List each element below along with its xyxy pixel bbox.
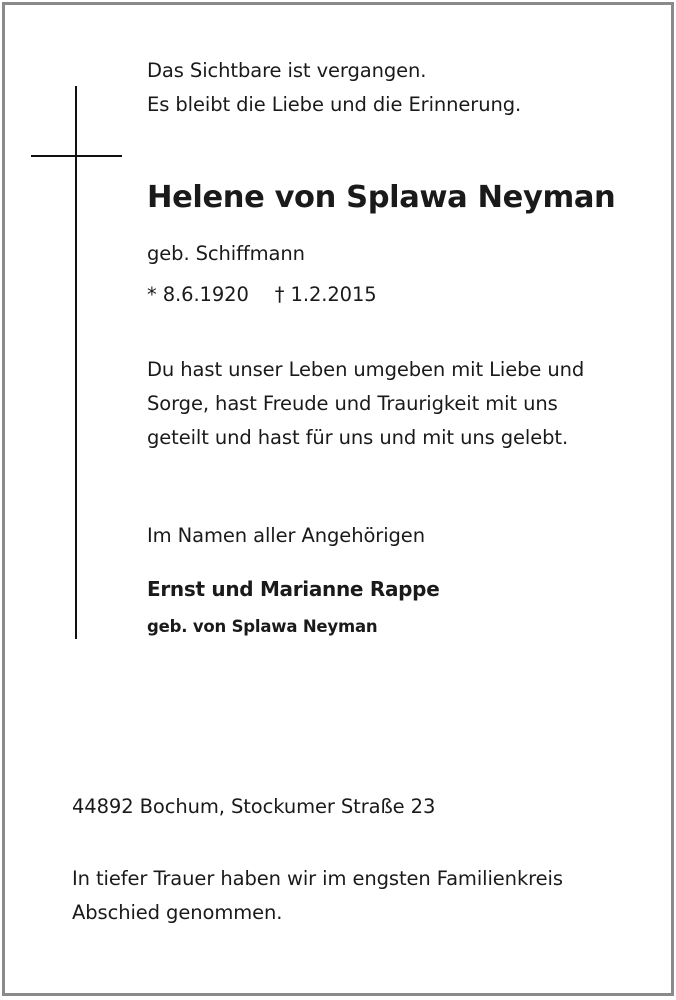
mourners-birth-name: geb. von Splawa Neyman xyxy=(147,617,378,636)
poem xyxy=(147,353,584,455)
poem-line: Sorge, hast Freude und Traurigkeit mit uns xyxy=(147,392,558,415)
deceased-name: Helene von Splawa Neyman xyxy=(147,180,616,215)
closing-text xyxy=(72,862,563,930)
cross-icon-horizontal xyxy=(31,155,122,157)
notice-border xyxy=(2,2,674,996)
motto xyxy=(147,54,521,122)
mourners-names: Ernst und Marianne Rappe xyxy=(147,577,440,601)
motto-line: Es bleibt die Liebe und die Erinnerung. xyxy=(147,93,522,116)
death-date: † 1.2.2015 xyxy=(274,283,377,306)
closing-line: Abschied genommen. xyxy=(72,901,283,924)
deceased-birth-name: geb. Schiffmann xyxy=(147,242,305,265)
birth-date: * 8.6.1920 xyxy=(147,283,249,306)
address: 44892 Bochum, Stockumer Straße 23 xyxy=(72,795,436,818)
closing-line: In tiefer Trauer haben wir im engsten Familienkreis xyxy=(72,867,563,890)
poem-line: Du hast unser Leben umgeben mit Liebe und xyxy=(147,358,585,381)
cross-icon-vertical xyxy=(75,86,77,639)
poem-line: geteilt und hast für uns und mit uns gelebt. xyxy=(147,426,569,449)
life-dates xyxy=(147,278,377,312)
motto-line: Das Sichtbare ist vergangen. xyxy=(147,59,427,82)
mourners-intro: Im Namen aller Angehörigen xyxy=(147,524,425,547)
